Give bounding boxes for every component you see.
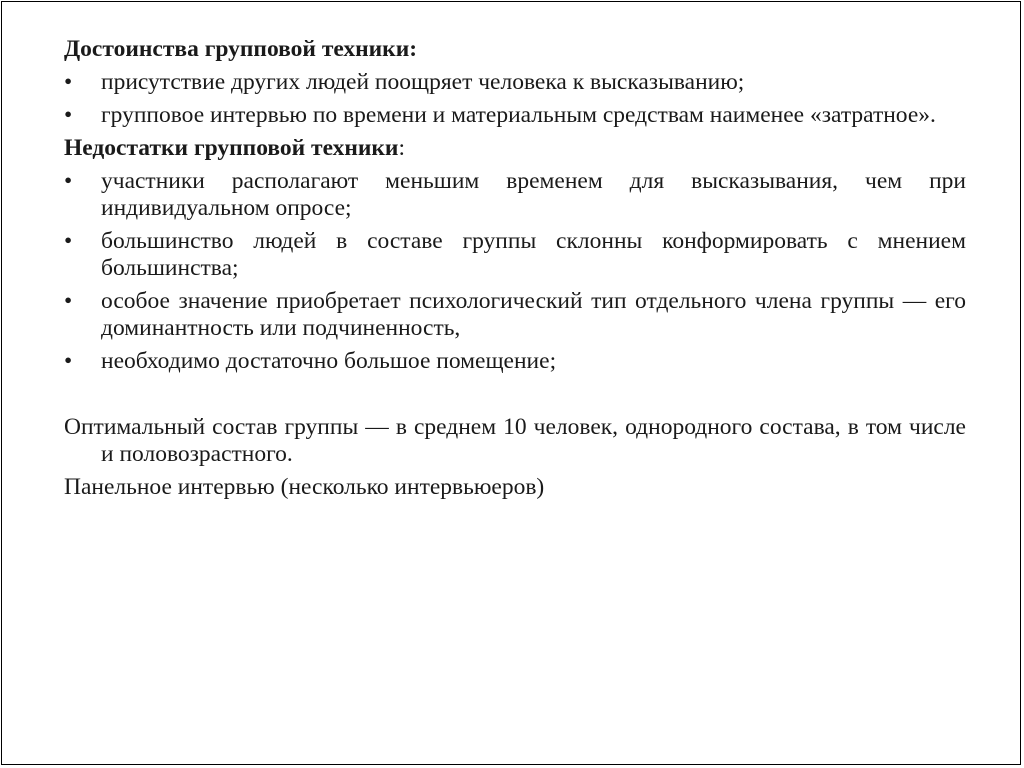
list-item xyxy=(64,168,966,222)
list-item xyxy=(64,102,966,129)
list-item xyxy=(64,288,966,342)
advantages-heading: Достоинства групповой техники: xyxy=(64,36,418,62)
slide xyxy=(1,1,1021,765)
disadvantages-list xyxy=(64,168,966,375)
list-item-text: групповое интервью по времени и материальным средствам наименее «затратное». xyxy=(101,102,936,128)
list-item-text: участники располагают меньшим временем для высказывания, чем при индивидуальном опросе; xyxy=(101,168,966,221)
bullet-icon: • xyxy=(64,168,73,194)
bullet-icon: • xyxy=(64,348,73,374)
advantages-list xyxy=(64,69,966,129)
list-item xyxy=(64,69,966,96)
list-item xyxy=(64,348,966,375)
panel-interview-paragraph: Панельное интервью (несколько интервьюеров) xyxy=(64,474,545,500)
section-spacer xyxy=(64,381,966,414)
bullet-icon: • xyxy=(64,288,73,314)
slide-content xyxy=(64,36,966,507)
bullet-icon: • xyxy=(64,102,73,128)
list-item-text: присутствие других людей поощряет человека к высказыванию; xyxy=(101,69,745,95)
bullet-icon: • xyxy=(64,69,73,95)
disadvantages-heading xyxy=(64,135,966,162)
optimal-composition-paragraph: Оптимальный состав группы — в среднем 10 человек, однородного состава, в том числе и половозрастного. xyxy=(64,414,966,467)
list-item-text: необходимо достаточно большое помещение; xyxy=(101,348,557,374)
heading-colon: : xyxy=(398,135,406,161)
list-item-text: особое значение приобретает психологический тип отдельного члена группы — его доминантность или подчиненность, xyxy=(101,288,966,341)
disadvantages-heading-text: Недостатки групповой техники xyxy=(64,135,399,161)
list-item-text: большинство людей в составе группы склонны конформировать с мнением большинства; xyxy=(101,228,966,281)
list-item xyxy=(64,228,966,282)
bullet-icon: • xyxy=(64,228,73,254)
